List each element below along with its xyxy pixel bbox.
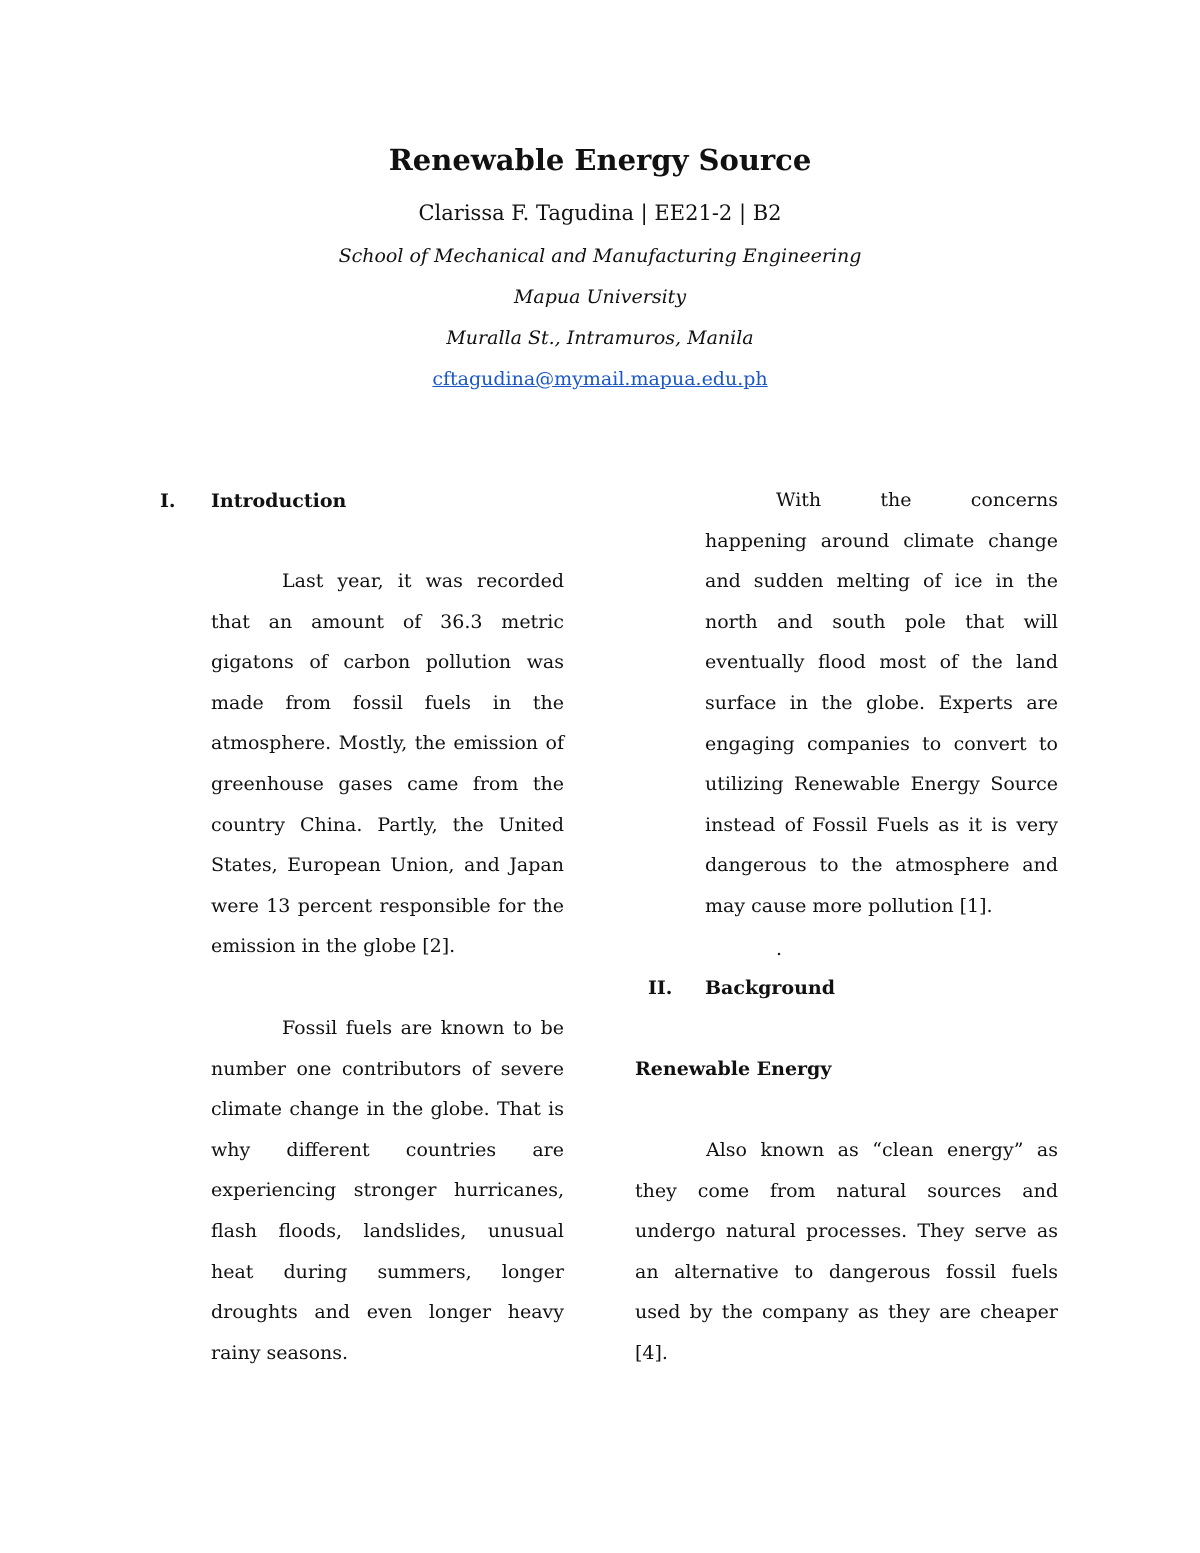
stray-period: . <box>776 938 783 960</box>
intro-paragraph-1: Last year, it was recorded that an amount of 36.3 metric gigatons of carbon pollution was made from fossil fuels in the atmosphere. Mostly, the emission of greenhouse gases came from the country China. Partly, the United States, European Union, and Japan were 13 percent responsible for the emission in the globe [2]. <box>211 570 564 958</box>
intro-paragraph-3: With the concerns happening around climate change and sudden melting of ice in the north and south pole that will eventually flood most of the land surface in the globe. Experts are engaging companies to convert to utilizing Renewable Energy Source instead of Fossil Fuels as it is very dangerous to the atmosphere and may cause more pollution [1]. <box>705 489 1058 917</box>
section-number-intro: I. <box>160 490 176 512</box>
subsection-title-renewable-energy: Renewable Energy <box>635 1058 832 1080</box>
intro-paragraph-2: Fossil fuels are known to be number one contributors of severe climate change in the globe. That is why different countries are experiencing stronger hurricanes, flash floods, landslides, unusual heat during summers, longer droughts and even longer heavy rainy seasons. <box>211 1017 564 1364</box>
paper-title: Renewable Energy Source <box>388 143 812 177</box>
author-line: Clarissa F. Tagudina | EE21-2 | B2 <box>418 201 782 225</box>
affiliation-university: Mapua University <box>513 286 687 308</box>
background-paragraph: Also known as “clean energy” as they come from natural sources and undergo natural processes. They serve as an alternative to dangerous fossil fuels used by the company as they are cheaper [4]. <box>635 1139 1058 1364</box>
affiliation-school: School of Mechanical and Manufacturing Engineering <box>338 245 862 267</box>
section-title-background: Background <box>705 977 835 999</box>
affiliation-address: Muralla St., Intramuros, Manila <box>446 327 754 349</box>
author-email-link[interactable]: cftagudina@mymail.mapua.edu.ph <box>432 368 768 390</box>
section-number-background: II. <box>648 977 673 999</box>
section-title-intro: Introduction <box>211 490 347 512</box>
